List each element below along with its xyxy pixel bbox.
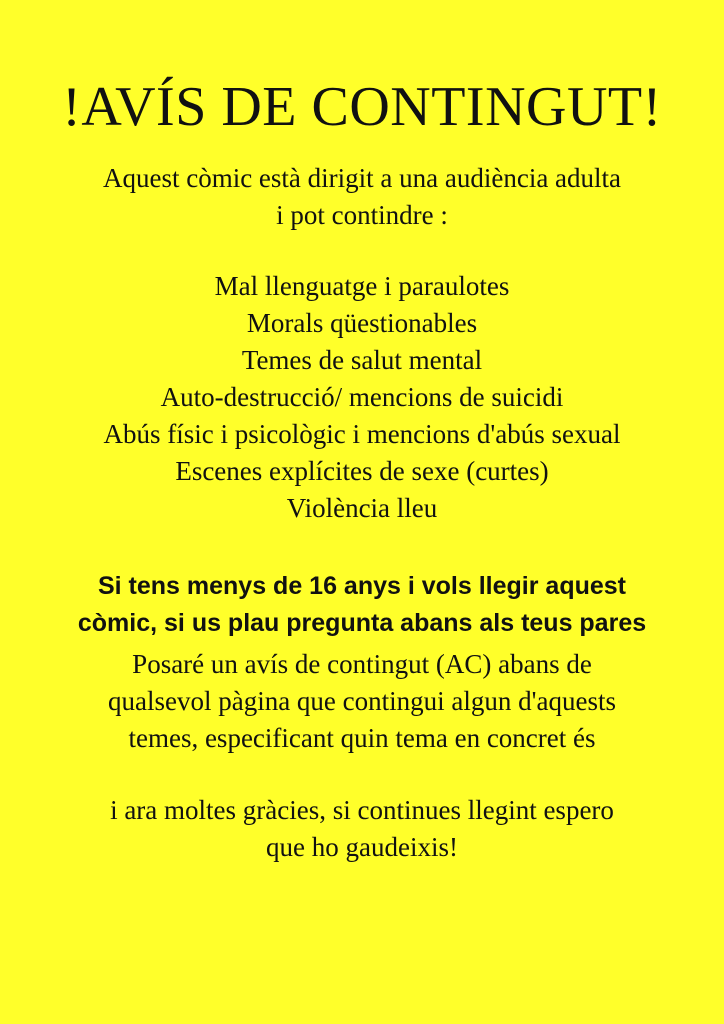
list-item: Abús físic i psicològic i mencions d'abús sexual (103, 419, 621, 449)
closing-message (20, 792, 704, 866)
notice-line: temes, especificant quin tema en concret és (128, 723, 596, 753)
list-item: Auto-destrucció/ mencions de suicidi (160, 382, 564, 412)
closing-line: que ho gaudeixis! (266, 832, 458, 862)
closing-line: i ara moltes gràcies, si continues llegint espero (110, 795, 614, 825)
list-item: Morals qüestionables (246, 308, 478, 338)
list-item: Violència lleu (286, 493, 438, 523)
list-item: Escenes explícites de sexe (curtes) (175, 456, 549, 486)
age-warning-line: Si tens menys de 16 anys i vols llegir aquest (97, 572, 626, 600)
content-warning-list (20, 268, 704, 527)
list-item: Temes de salut mental (241, 345, 483, 375)
age-warning-line: còmic, si us plau pregunta abans als teus pares (77, 609, 647, 637)
content-notice (20, 646, 704, 757)
age-warning (20, 568, 704, 642)
intro-paragraph (20, 160, 704, 234)
page-title: !AVÍS DE CONTINGUT! (62, 76, 662, 138)
notice-line: Posaré un avís de contingut (AC) abans de (132, 649, 592, 679)
notice-line: qualsevol pàgina que contingui algun d'aquests (107, 686, 616, 716)
intro-line: i pot contindre : (276, 200, 448, 230)
intro-line: Aquest còmic està dirigit a una audiència adulta (102, 163, 622, 193)
list-item: Mal llenguatge i paraulotes (214, 271, 510, 301)
